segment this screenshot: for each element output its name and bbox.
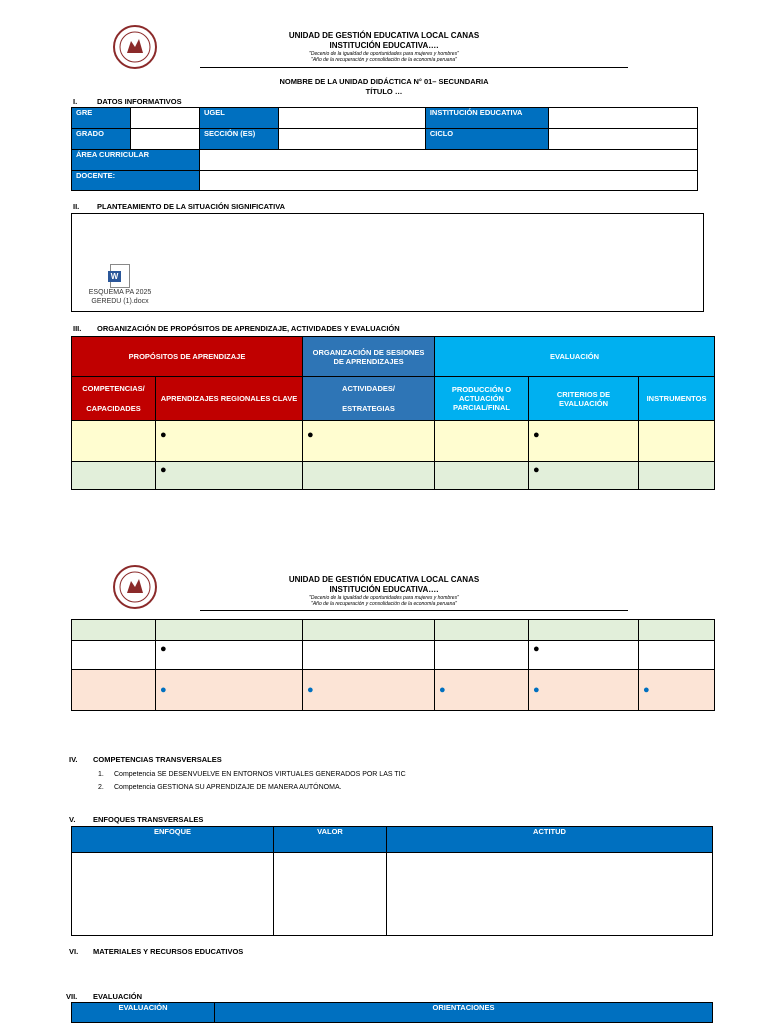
ugel-field[interactable] [278, 108, 425, 129]
bullet: ● [533, 464, 540, 476]
table-cell[interactable] [435, 670, 529, 711]
orientaciones-header: ORIENTACIONES [215, 1003, 713, 1023]
competencias-line-1: COMPETENCIAS/ [82, 383, 145, 393]
criterios-header: CRITERIOS DE EVALUACIÓN [529, 377, 639, 421]
table-cell[interactable] [387, 853, 713, 936]
table-cell[interactable] [529, 462, 639, 490]
table-cell[interactable] [72, 421, 156, 462]
header-quote-2: "Año de la recuperación y consolidación de la economía peruana" [311, 601, 457, 607]
table-row [72, 641, 715, 670]
institution-seal [113, 25, 157, 69]
seccion-field[interactable] [278, 129, 425, 150]
attachment[interactable] [80, 264, 160, 306]
section-label: ENFOQUES TRANSVERSALES [93, 815, 204, 824]
gre-label: GRE [72, 108, 131, 129]
table-row [72, 670, 715, 711]
header-rule [200, 67, 628, 68]
header-quote-1: "Decenio de la igualdad de oportunidades para mujeres y hombres" [309, 595, 459, 601]
table-cell[interactable] [156, 670, 303, 711]
attachment-name-1: ESQUEMA PA 2025 [88, 289, 152, 296]
table-cell[interactable] [303, 620, 435, 641]
section-heading-5 [69, 815, 203, 824]
actividades-line-2: ESTRATEGIAS [342, 403, 395, 413]
section-label: PLANTEAMIENTO DE LA SITUACIÓN SIGNIFICATIVA [97, 202, 286, 211]
section-heading-7 [66, 992, 142, 1001]
table-cell[interactable] [72, 462, 156, 490]
table-cell[interactable] [156, 421, 303, 462]
docente-field[interactable] [200, 171, 698, 191]
table-cell[interactable] [303, 670, 435, 711]
organizacion-table-continued [71, 619, 715, 711]
section-number: III. [73, 324, 82, 333]
actitud-header: ACTITUD [387, 827, 713, 853]
table-cell[interactable] [435, 421, 529, 462]
seccion-label: SECCIÓN (ES) [200, 129, 279, 150]
actividades-header [303, 377, 435, 421]
list-item [98, 768, 406, 781]
bullet: ● [307, 684, 314, 696]
section-label: COMPETENCIAS TRANSVERSALES [93, 755, 222, 764]
valor-header: VALOR [274, 827, 387, 853]
bullet: ● [307, 429, 314, 441]
section-heading-3 [73, 324, 400, 333]
produccion-header: PRODUCCIÓN O ACTUACIÓN PARCIAL/FINAL [435, 377, 529, 421]
header-quote-1: "Decenio de la igualdad de oportunidades para mujeres y hombres" [309, 51, 459, 57]
bullet: ● [160, 684, 167, 696]
bullet: ● [643, 684, 650, 696]
section-heading-2 [73, 202, 285, 211]
table-cell[interactable] [435, 641, 529, 670]
list-text: Competencia SE DESENVUELVE EN ENTORNOS VIRTUALES GENERADOS POR LAS TIC [114, 771, 406, 778]
grado-field[interactable] [131, 129, 200, 150]
table-row [72, 853, 713, 936]
section-number: VI. [69, 947, 79, 956]
list-number: 1. [98, 771, 104, 778]
table-cell[interactable] [639, 641, 715, 670]
table-cell[interactable] [156, 620, 303, 641]
section-number: I. [73, 97, 78, 106]
table-cell[interactable] [303, 641, 435, 670]
actividades-line-1: ACTIVIDADES/ [342, 383, 395, 393]
section-heading-1 [73, 97, 182, 106]
section-label: ORGANIZACIÓN DE PROPÓSITOS DE APRENDIZAJE, ACTIVIDADES Y EVALUACIÓN [97, 324, 400, 333]
sesiones-header: ORGANIZACIÓN DE SESIONES DE APRENDIZAJES [303, 337, 435, 377]
competencias-list [98, 768, 406, 794]
section-label: DATOS INFORMATIVOS [97, 97, 182, 106]
list-number: 2. [98, 784, 104, 791]
document-subtitle: TÍTULO … [365, 87, 403, 96]
list-item [98, 781, 406, 794]
aprendizajes-header: APRENDIZAJES REGIONALES CLAVE [156, 377, 303, 421]
bullet: ● [533, 684, 540, 696]
gre-field[interactable] [131, 108, 200, 129]
table-cell[interactable] [639, 421, 715, 462]
area-field[interactable] [200, 150, 698, 171]
institution-seal [113, 565, 157, 609]
word-badge: W [108, 271, 121, 282]
table-row [72, 620, 715, 641]
table-cell[interactable] [303, 462, 435, 490]
header-ugel: UNIDAD DE GESTIÓN EDUCATIVA LOCAL CANAS [288, 31, 480, 40]
section-number: II. [73, 202, 80, 211]
header-institution: INSTITUCIÓN EDUCATIVA…. [329, 585, 439, 594]
word-document-icon [110, 264, 130, 288]
ugel-label: UGEL [200, 108, 279, 129]
bullet: ● [533, 429, 540, 441]
section-heading-6 [69, 947, 243, 956]
section-heading-4 [69, 755, 222, 764]
organizacion-table [71, 336, 715, 490]
area-label: ÁREA CURRICULAR [72, 150, 200, 171]
table-cell[interactable] [303, 421, 435, 462]
evaluacion-table [71, 1002, 713, 1023]
table-cell[interactable] [639, 620, 715, 641]
page-header [214, 31, 554, 63]
attachment-name-2: GEREDU (1).docx [91, 298, 149, 305]
instrumentos-header: INSTRUMENTOS [639, 377, 715, 421]
header-ugel: UNIDAD DE GESTIÓN EDUCATIVA LOCAL CANAS [288, 575, 480, 584]
section-label: EVALUACIÓN [93, 992, 143, 1001]
table-cell[interactable] [435, 462, 529, 490]
ciclo-label: CICLO [425, 129, 548, 150]
enfoque-header: ENFOQUE [72, 827, 274, 853]
bullet: ● [160, 429, 167, 441]
table-cell[interactable] [72, 670, 156, 711]
table-cell[interactable] [529, 421, 639, 462]
header-quote-2: "Año de la recuperación y consolidación de la economía peruana" [311, 57, 457, 63]
enfoques-table [71, 826, 713, 936]
situacion-box[interactable] [71, 213, 704, 312]
section-number: VII. [66, 992, 78, 1001]
section-number: IV. [69, 755, 78, 764]
propositos-header: PROPÓSITOS DE APRENDIZAJE [72, 337, 303, 377]
section-label: MATERIALES Y RECURSOS EDUCATIVOS [93, 947, 244, 956]
list-text: Competencia GESTIONA SU APRENDIZAJE DE MANERA AUTÓNOMA. [114, 784, 342, 791]
competencias-line-2: CAPACIDADES [86, 403, 141, 413]
grado-label: GRADO [72, 129, 131, 150]
competencias-header [72, 377, 156, 421]
bullet: ● [533, 643, 540, 655]
table-cell[interactable] [639, 462, 715, 490]
table-cell[interactable] [529, 641, 639, 670]
page-header [214, 575, 554, 607]
table-cell[interactable] [72, 853, 274, 936]
document-title: NOMBRE DE LA UNIDAD DIDÁCTICA N° 01– SECUNDARIA [279, 77, 489, 86]
bullet: ● [160, 464, 167, 476]
ciclo-field[interactable] [548, 129, 697, 150]
datos-informativos-table [71, 107, 698, 191]
institution-label: INSTITUCIÓN EDUCATIVA [425, 108, 548, 129]
table-cell[interactable] [639, 670, 715, 711]
header-rule [200, 610, 628, 611]
table-cell[interactable] [156, 641, 303, 670]
evaluacion-header: EVALUACIÓN [435, 337, 715, 377]
institution-field[interactable] [548, 108, 697, 129]
table-cell[interactable] [156, 462, 303, 490]
header-institution: INSTITUCIÓN EDUCATIVA…. [329, 41, 439, 50]
section-number: V. [69, 815, 76, 824]
table-row [72, 462, 715, 490]
evaluacion-header: EVALUACIÓN [72, 1003, 215, 1023]
table-row [72, 421, 715, 462]
bullet: ● [160, 643, 167, 655]
table-cell[interactable] [274, 853, 387, 936]
table-cell[interactable] [529, 620, 639, 641]
table-cell[interactable] [72, 620, 156, 641]
docente-label: DOCENTE: [72, 171, 200, 191]
table-cell[interactable] [435, 620, 529, 641]
table-cell[interactable] [72, 641, 156, 670]
table-cell[interactable] [529, 670, 639, 711]
bullet: ● [439, 684, 446, 696]
